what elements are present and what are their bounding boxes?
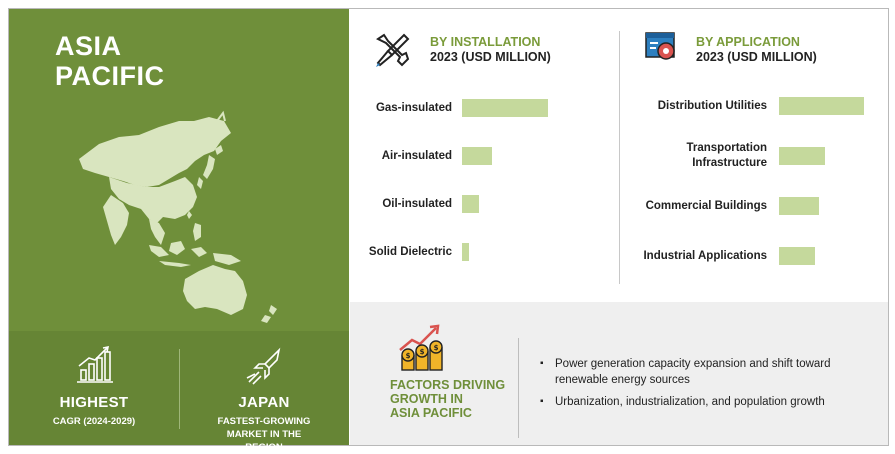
installation-subtitle: 2023 (USD MILLION) bbox=[430, 50, 551, 64]
factors-title bbox=[390, 378, 505, 420]
bar-label: Distribution Utilities bbox=[657, 99, 767, 112]
application-title: BY APPLICATION bbox=[696, 35, 800, 49]
application-heading bbox=[696, 35, 817, 65]
stat-japan-fastest bbox=[179, 344, 349, 454]
coins-chart-icon bbox=[396, 322, 448, 372]
stat-highest-label: HIGHEST bbox=[59, 394, 129, 411]
region-title bbox=[55, 31, 165, 91]
bar-label: Transportation Infrastructure bbox=[686, 142, 767, 169]
svg-text:$: $ bbox=[433, 344, 439, 352]
stat-highest-caption: CAGR (2024-2029) bbox=[52, 416, 136, 427]
region-title-line1: ASIA bbox=[55, 31, 122, 61]
installation-heading bbox=[430, 35, 551, 65]
bar-label: Commercial Buildings bbox=[645, 199, 767, 212]
factors-divider bbox=[518, 338, 519, 438]
bar bbox=[462, 147, 492, 165]
factors-list bbox=[540, 356, 860, 416]
bar bbox=[779, 97, 864, 115]
bar bbox=[779, 247, 815, 265]
region-panel bbox=[9, 9, 349, 453]
bar bbox=[462, 195, 479, 213]
wrench-screwdriver-icon bbox=[372, 31, 412, 71]
stat-japan-caption: FASTEST-GROWING MARKET IN THE REGION bbox=[217, 416, 311, 453]
settings-window-icon bbox=[644, 29, 680, 65]
factors-title-line1: FACTORS DRIVING bbox=[390, 378, 506, 392]
bar bbox=[462, 243, 469, 261]
svg-text:$: $ bbox=[405, 352, 411, 360]
column-divider bbox=[619, 31, 620, 284]
bar bbox=[462, 99, 548, 117]
growth-factors-panel bbox=[350, 302, 888, 445]
factors-title-line3: ASIA PACIFIC bbox=[390, 406, 472, 420]
bar-label: Air-insulated bbox=[381, 149, 452, 162]
svg-text:$: $ bbox=[419, 348, 425, 356]
bar-label: Oil-insulated bbox=[382, 197, 452, 210]
rocket-icon bbox=[243, 344, 285, 386]
list-item: ▪ Power generation capacity expansion and shift toward renewable energy sources bbox=[540, 356, 860, 388]
stat-japan-label: JAPAN bbox=[238, 394, 290, 411]
bar bbox=[779, 147, 825, 165]
bar-label: Industrial Applications bbox=[643, 249, 767, 262]
bar-label: Gas-insulated bbox=[375, 101, 452, 114]
installation-title: BY INSTALLATION bbox=[430, 35, 541, 49]
application-subtitle: 2023 (USD MILLION) bbox=[696, 50, 817, 64]
stat-highest-cagr bbox=[9, 344, 179, 428]
factors-title-line2: GROWTH IN bbox=[390, 392, 463, 406]
growth-chart-icon bbox=[73, 344, 115, 386]
list-item: ▪ Urbanization, industrialization, and population growth bbox=[540, 394, 860, 410]
segments-panel bbox=[350, 9, 888, 302]
bar bbox=[779, 197, 819, 215]
bar-label: Solid Dielectric bbox=[368, 245, 452, 258]
region-title-line2: PACIFIC bbox=[55, 61, 165, 91]
infographic-frame bbox=[8, 8, 889, 453]
